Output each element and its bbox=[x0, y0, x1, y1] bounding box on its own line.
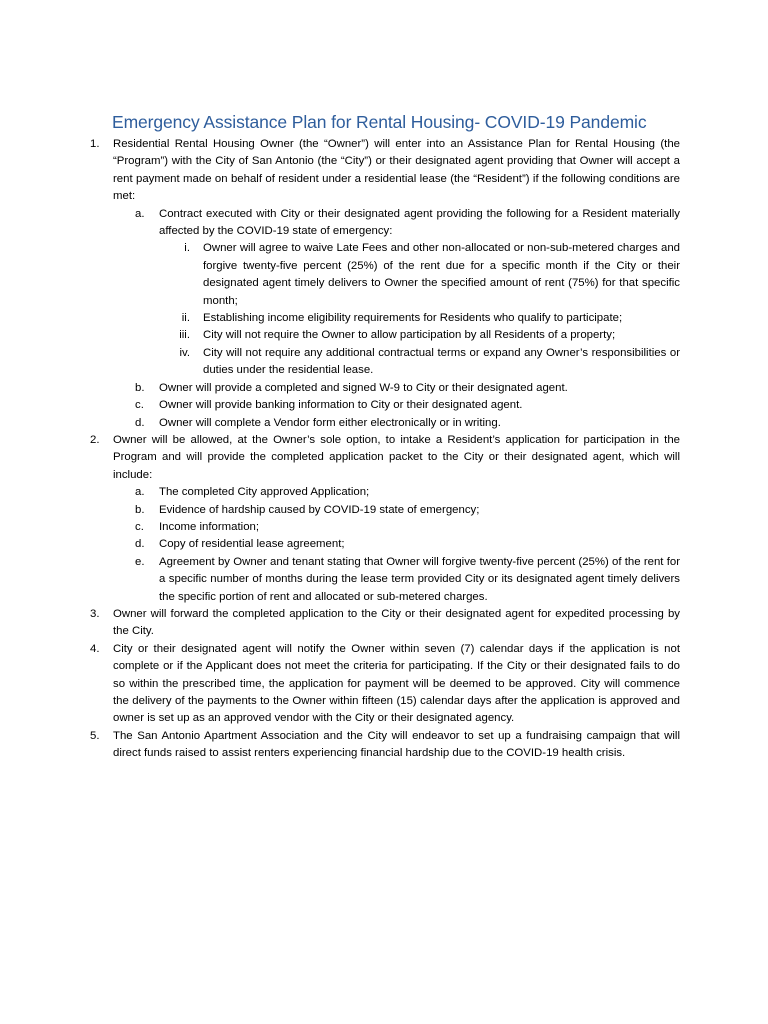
list-item bbox=[86, 641, 680, 728]
sub-sub-list-item bbox=[86, 327, 680, 344]
list-item-text: Owner will provide banking information to City or their designated agent. bbox=[159, 399, 523, 412]
list-item-text: The San Antonio Apartment Association and the City will endeavor to set up a fundraising campaign that will direct funds raised to assist renters experiencing financial hardship due to the COVID-19 health crisis. bbox=[113, 729, 680, 760]
list-marker: a. bbox=[135, 207, 145, 220]
list-item-text: Owner will forward the completed application to the City or their designated agent for expedited processing by the City. bbox=[113, 607, 680, 638]
list-item-text: City will not require the Owner to allow participation by all Residents of a property; bbox=[203, 329, 616, 342]
list-marker: i. bbox=[184, 242, 190, 255]
list-marker: c. bbox=[135, 399, 144, 412]
sub-list-item bbox=[86, 554, 680, 606]
list-marker: iv. bbox=[179, 346, 190, 359]
document-title: Emergency Assistance Plan for Rental Housing- COVID-19 Pandemic bbox=[112, 112, 647, 132]
list-item-text: Owner will agree to waive Late Fees and other non-allocated or non-sub-metered charges and forgive twenty-five percent (25%) of the rent due for a specific month if the City or their designated agent timely delivers to Owner the specified amount of rent (75%) for that specific month; bbox=[203, 242, 680, 307]
list-marker: b. bbox=[135, 503, 145, 516]
list-marker: 4. bbox=[90, 642, 100, 655]
list-item-text: Agreement by Owner and tenant stating that Owner will forgive twenty-five percent (25%) of the rent for a specific number of months during the lease term provided City or its designated agent timely delivers the specific portion of rent and allocated or sub-metered charges. bbox=[159, 555, 680, 603]
list-marker: ii. bbox=[181, 312, 190, 325]
list-item bbox=[86, 606, 680, 641]
list-marker: d. bbox=[135, 416, 145, 429]
list-marker: 2. bbox=[90, 433, 100, 446]
sub-list-item bbox=[86, 536, 680, 553]
list-marker: e. bbox=[135, 555, 145, 568]
list-marker: b. bbox=[135, 381, 145, 394]
list-item-text: City will not require any additional contractual terms or expand any Owner’s responsibilities or duties under the residential lease. bbox=[203, 346, 680, 377]
sub-sub-list-item bbox=[86, 240, 680, 310]
list-item-text: Owner will be allowed, at the Owner’s sole option, to intake a Resident’s application for participation in the Program and will provide the completed application packet to the City or their designated agent, which will include: bbox=[113, 433, 680, 481]
list-item-text: Evidence of hardship caused by COVID-19 state of emergency; bbox=[159, 503, 480, 516]
list-marker: 3. bbox=[90, 607, 100, 620]
sub-sub-list-item bbox=[86, 345, 680, 380]
sub-list-item bbox=[86, 519, 680, 536]
list-item-text: Residential Rental Housing Owner (the “Owner”) will enter into an Assistance Plan for Rental Housing (the “Program”) with the City of San Antonio (the “City”) or their designated agent providing that Owner will accept a rent payment made on behalf of resident under a residential lease (the “Resident”) if the following conditions are met: bbox=[113, 138, 680, 203]
list-item-text: Establishing income eligibility requirements for Residents who qualify to participate; bbox=[203, 312, 623, 325]
list-marker: d. bbox=[135, 538, 145, 551]
sub-list-item bbox=[86, 502, 680, 519]
sub-list-item bbox=[86, 484, 680, 501]
numbered-list bbox=[86, 136, 680, 763]
sub-list-item bbox=[86, 415, 680, 432]
list-marker: c. bbox=[135, 520, 144, 533]
sub-list-item bbox=[86, 380, 680, 397]
list-item-text: City or their designated agent will notify the Owner within seven (7) calendar days if the application is not complete or if the Applicant does not meet the criteria for participating. If the City or their designated fails to do so within the prescribed time, the application for payment will be deemed to be approved. City will commence the delivery of the payments to the Owner within fifteen (15) calendar days after the application is approved and owner is set up as an approved vendor with the City or their designated agency. bbox=[113, 642, 680, 725]
list-marker: 5. bbox=[90, 729, 100, 742]
list-item bbox=[86, 728, 680, 763]
sub-list-item bbox=[86, 206, 680, 241]
list-marker: 1. bbox=[90, 138, 100, 150]
sub-sub-list-item bbox=[86, 310, 680, 327]
list-marker: iii. bbox=[179, 329, 190, 342]
list-item-text: Income information; bbox=[159, 520, 260, 533]
list-item bbox=[86, 136, 680, 206]
list-item-text: Owner will provide a completed and signed W-9 to City or their designated agent. bbox=[159, 381, 568, 394]
list-item bbox=[86, 432, 680, 484]
list-marker: a. bbox=[135, 486, 145, 499]
sub-list-item bbox=[86, 397, 680, 414]
list-item-text: The completed City approved Application; bbox=[159, 486, 370, 499]
list-item-text: Owner will complete a Vendor form either electronically or in writing. bbox=[159, 416, 501, 429]
list-item-text: Copy of residential lease agreement; bbox=[159, 538, 345, 551]
list-item-text: Contract executed with City or their designated agent providing the following for a Resident materially affected by the COVID-19 state of emergency: bbox=[159, 207, 680, 238]
